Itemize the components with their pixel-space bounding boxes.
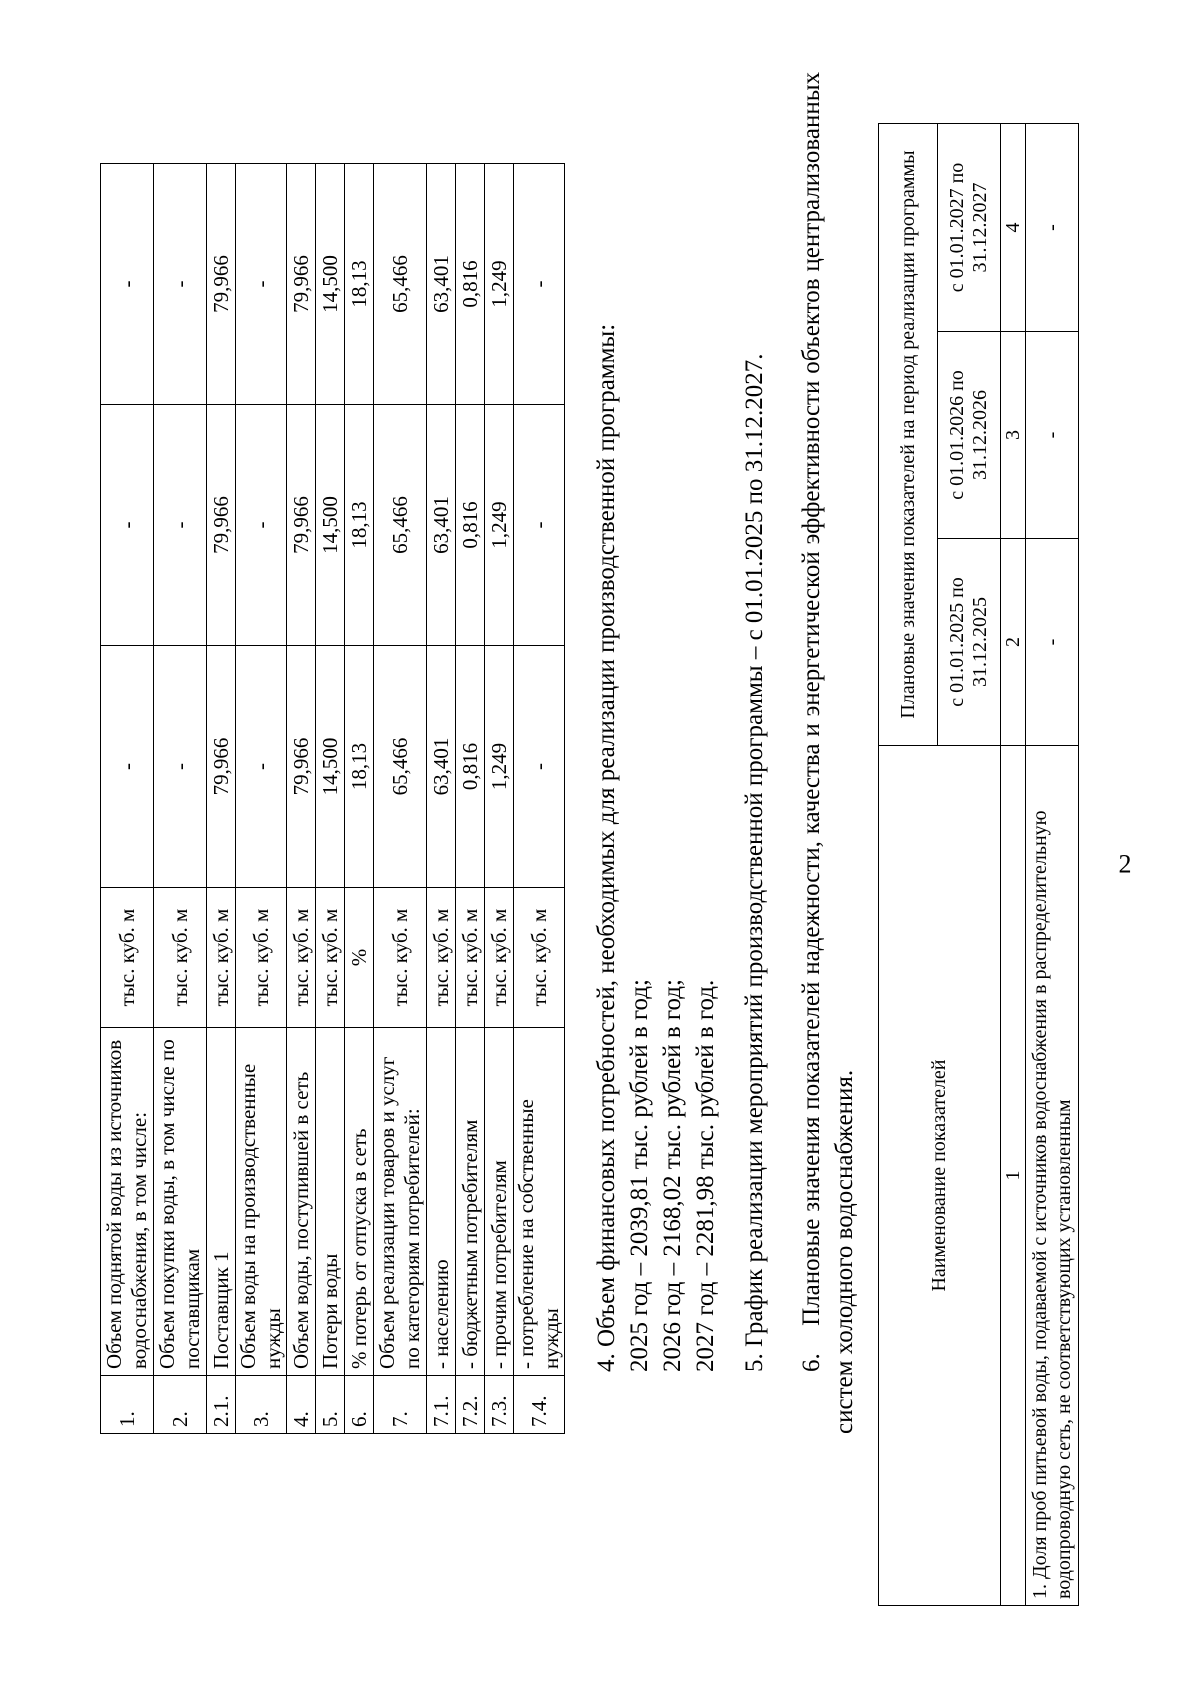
- indicators-column-numbers-row: [1001, 124, 1026, 1606]
- value-2026: 79,966: [287, 405, 316, 646]
- value-2025: 63,401: [427, 646, 456, 888]
- row-number: 7.: [374, 1376, 427, 1434]
- schedule-section: 5. График реализации мероприятий производственной программы – с 01.01.2025 по 31.12.2027.: [741, 353, 768, 1372]
- indicators-section: [795, 72, 861, 1434]
- row-unit: тыс. куб. м: [316, 888, 345, 1028]
- value-2025: 14,500: [316, 646, 345, 888]
- value-2027: -: [154, 164, 207, 405]
- table-row: [514, 164, 565, 1434]
- value-2027: -: [236, 164, 287, 405]
- value-2027: 1,249: [485, 164, 514, 405]
- row-number: 5.: [316, 1376, 345, 1434]
- indicators-section-number: 6.: [798, 1353, 825, 1372]
- value-2025: 79,966: [287, 646, 316, 888]
- value-2026: -: [236, 405, 287, 646]
- row-name: Объем воды, поступившей в сеть: [287, 1028, 316, 1376]
- row-name: - потребление на собственные нужды: [514, 1028, 565, 1376]
- value-2025: -: [236, 646, 287, 888]
- value-2025: 0,816: [456, 646, 485, 888]
- indicators-section-text: Плановые значения показателей надежности, качества и энергетической эффективности объектов централизованных систем холодного водоснабжения.: [798, 72, 858, 1434]
- row-unit: тыс. куб. м: [374, 888, 427, 1028]
- table-row: [427, 164, 456, 1434]
- value-2025: -: [154, 646, 207, 888]
- indicator-value-2027: -: [1026, 124, 1079, 332]
- value-2026: 65,466: [374, 405, 427, 646]
- row-number: 2.1.: [207, 1376, 236, 1434]
- table-row: [207, 164, 236, 1434]
- value-2025: -: [514, 646, 565, 888]
- column-number: 1: [1001, 746, 1026, 1606]
- indicators-table-header-row-1: [879, 124, 938, 1606]
- row-unit: тыс. куб. м: [101, 888, 154, 1028]
- row-unit: тыс. куб. м: [485, 888, 514, 1028]
- table-row: [154, 164, 207, 1434]
- row-name: Потери воды: [316, 1028, 345, 1376]
- row-number: 1.: [101, 1376, 154, 1434]
- row-unit: тыс. куб. м: [427, 888, 456, 1028]
- column-number: 2: [1001, 539, 1026, 746]
- value-2026: -: [101, 405, 154, 646]
- period-2025-header: с 01.01.2025 по 31.12.2025: [938, 539, 1001, 746]
- indicator-value-2025: -: [1026, 539, 1079, 746]
- row-unit: тыс. куб. м: [207, 888, 236, 1028]
- table-row: [456, 164, 485, 1434]
- row-unit: тыс. куб. м: [287, 888, 316, 1028]
- table-row: [374, 164, 427, 1434]
- value-2027: -: [101, 164, 154, 405]
- table-row: [345, 164, 374, 1434]
- value-2025: 65,466: [374, 646, 427, 888]
- value-2027: 14,500: [316, 164, 345, 405]
- indicator-value-2026: -: [1026, 332, 1079, 539]
- value-2027: 79,966: [287, 164, 316, 405]
- indicators-name-header: Наименование показателей: [879, 746, 1001, 1606]
- table-row: [101, 164, 154, 1434]
- row-unit: тыс. куб. м: [154, 888, 207, 1028]
- row-unit: %: [345, 888, 374, 1028]
- row-number: 2.: [154, 1376, 207, 1434]
- value-2027: 63,401: [427, 164, 456, 405]
- row-number: 7.2.: [456, 1376, 485, 1434]
- row-name: Объем воды на производственные нужды: [236, 1028, 287, 1376]
- value-2025: -: [101, 646, 154, 888]
- value-2026: 14,500: [316, 405, 345, 646]
- value-2025: 1,249: [485, 646, 514, 888]
- row-name: Объем поднятой воды из источников водоснабжения, в том числе:: [101, 1028, 154, 1376]
- indicators-table: [878, 123, 1079, 1606]
- period-2027-header: с 01.01.2027 по 31.12.2027: [938, 124, 1001, 332]
- value-2026: 79,966: [207, 405, 236, 646]
- column-number: 4: [1001, 124, 1026, 332]
- table-row: [485, 164, 514, 1434]
- row-number: 7.4.: [514, 1376, 565, 1434]
- row-number: 7.3.: [485, 1376, 514, 1434]
- row-name: Поставщик 1: [207, 1028, 236, 1376]
- row-number: 7.1.: [427, 1376, 456, 1434]
- row-name: - бюджетным потребителям: [456, 1028, 485, 1376]
- row-name: Объем покупки воды, в том числе по поставщикам: [154, 1028, 207, 1376]
- table-row: [287, 164, 316, 1434]
- value-2027: 65,466: [374, 164, 427, 405]
- value-2027: 18,13: [345, 164, 374, 405]
- value-2026: 1,249: [485, 405, 514, 646]
- value-2027: 79,966: [207, 164, 236, 405]
- table-row: [316, 164, 345, 1434]
- row-name: % потерь от отпуска в сеть: [345, 1028, 374, 1376]
- water-balance-table: [100, 163, 565, 1434]
- row-number: 6.: [345, 1376, 374, 1434]
- value-2026: 18,13: [345, 405, 374, 646]
- financial-needs-2025: 2025 год – 2039,81 тыс. рублей в год;: [626, 979, 653, 1372]
- row-unit: тыс. куб. м: [456, 888, 485, 1028]
- financial-needs-heading: 4. Объем финансовых потребностей, необходимых для реализации производственной программы:: [593, 323, 620, 1372]
- value-2025: 79,966: [207, 646, 236, 888]
- page-number: 2: [1118, 849, 1132, 879]
- indicators-table-row: [1026, 124, 1079, 1606]
- value-2025: 18,13: [345, 646, 374, 888]
- financial-needs-section: [590, 72, 722, 1372]
- value-2026: -: [514, 405, 565, 646]
- value-2026: -: [154, 405, 207, 646]
- value-2026: 63,401: [427, 405, 456, 646]
- financial-needs-2026: 2026 год – 2168,02 тыс. рублей в год;: [659, 979, 686, 1372]
- value-2027: -: [514, 164, 565, 405]
- row-name: - населению: [427, 1028, 456, 1376]
- row-unit: тыс. куб. м: [514, 888, 565, 1028]
- period-2026-header: с 01.01.2026 по 31.12.2026: [938, 332, 1001, 539]
- row-name: - прочим потребителям: [485, 1028, 514, 1376]
- indicator-name: 1. Доля проб питьевой воды, подаваемой с источников водоснабжения в распределительную водопроводную сеть, не соответствующих установленным: [1026, 746, 1079, 1606]
- value-2027: 0,816: [456, 164, 485, 405]
- column-number: 3: [1001, 332, 1026, 539]
- value-2026: 0,816: [456, 405, 485, 646]
- financial-needs-2027: 2027 год – 2281,98 тыс. рублей в год.: [692, 979, 719, 1372]
- row-number: 4.: [287, 1376, 316, 1434]
- table-row: [236, 164, 287, 1434]
- row-number: 3.: [236, 1376, 287, 1434]
- row-name: Объем реализации товаров и услуг по категориям потребителей:: [374, 1028, 427, 1376]
- row-unit: тыс. куб. м: [236, 888, 287, 1028]
- indicators-period-header: Плановые значения показателей на период реализации программы: [879, 124, 938, 746]
